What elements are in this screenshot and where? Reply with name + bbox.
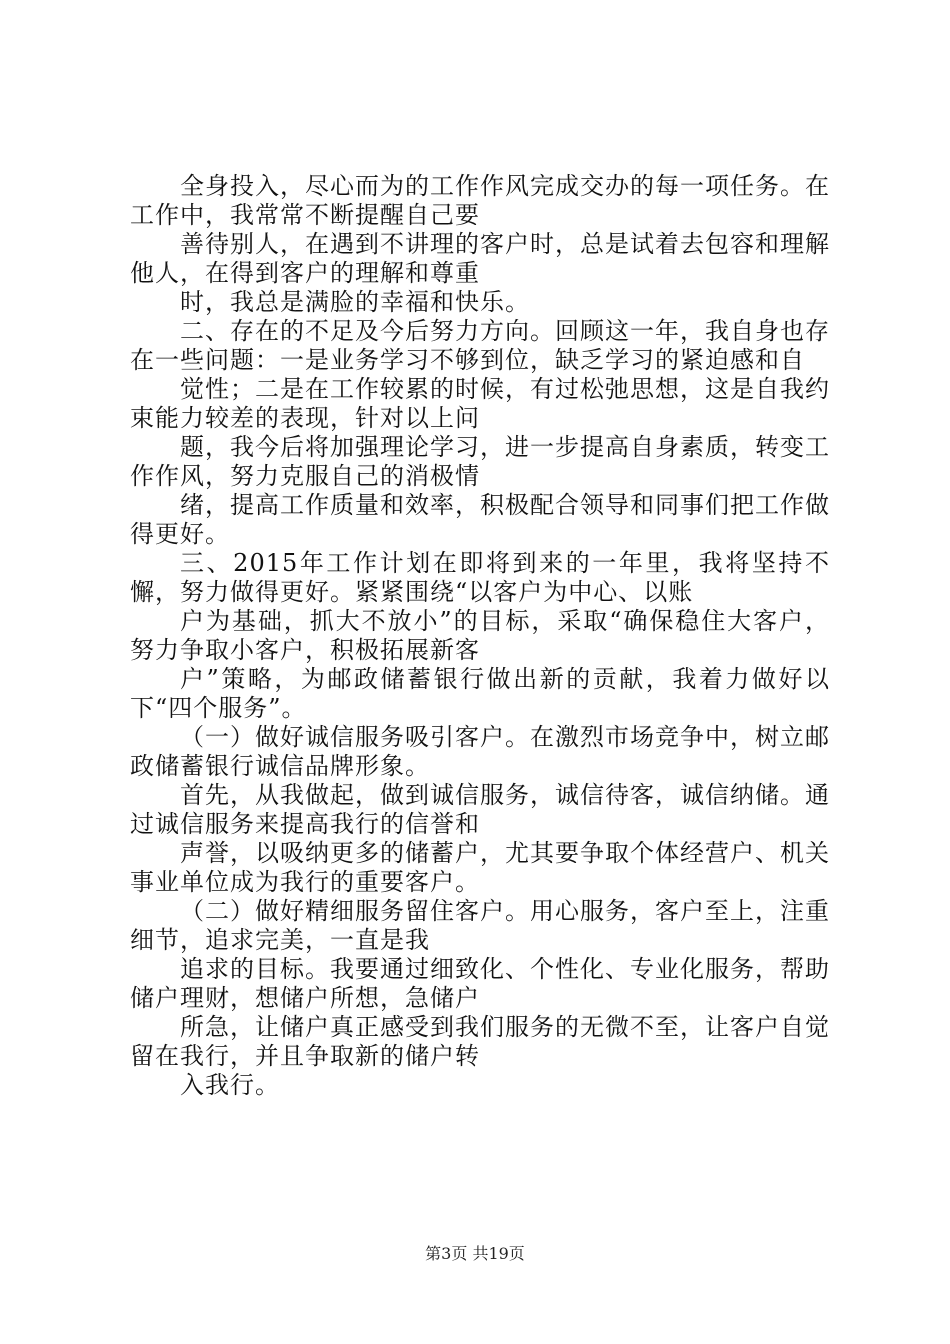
paragraph: 所急，让储户真正感受到我们服务的无微不至，让客户自觉留在我行，并且争取新的储户转 [130, 1013, 830, 1070]
paragraph: 题，我今后将加强理论学习，进一步提高自身素质，转变工作作风，努力克服自己的消极情 [130, 433, 830, 490]
paragraph: 追求的目标。我要通过细致化、个性化、专业化服务，帮助储户理财，想储户所想，急储户 [130, 955, 830, 1012]
paragraph: 声誉，以吸纳更多的储蓄户，尤其要争取个体经营户、机关事业单位成为我行的重要客户。 [130, 839, 830, 896]
paragraph: 三、2015年工作计划在即将到来的一年里，我将坚持不懈，努力做得更好。紧紧围绕“以客户为中心、以账 [130, 549, 830, 606]
paragraph: 户”策略，为邮政储蓄银行做出新的贡献，我着力做好以下“四个服务”。 [130, 665, 830, 722]
page-footer: 第3页 共19页 [425, 1244, 525, 1263]
paragraph: 入我行。 [180, 1071, 280, 1099]
paragraph: 觉性；二是在工作较累的时候，有过松弛思想，这是自我约束能力较差的表现，针对以上问 [130, 375, 830, 432]
paragraph: 二、存在的不足及今后努力方向。回顾这一年，我自身也存在一些问题：一是业务学习不够到位，缺乏学习的紧迫感和自 [130, 317, 830, 374]
paragraph: 首先，从我做起，做到诚信服务，诚信待客，诚信纳储。通过诚信服务来提高我行的信誉和 [130, 781, 830, 838]
paragraph: 善待别人，在遇到不讲理的客户时，总是试着去包容和理解他人，在得到客户的理解和尊重 [130, 230, 830, 287]
paragraph: 绪，提高工作质量和效率，积极配合领导和同事们把工作做得更好。 [130, 491, 830, 548]
paragraph: 户为基础，抓大不放小”的目标，采取“确保稳住大客户，努力争取小客户，积极拓展新客 [130, 607, 830, 664]
paragraph: （二）做好精细服务留住客户。用心服务，客户至上，注重细节，追求完美，一直是我 [130, 897, 830, 954]
paragraph: （一）做好诚信服务吸引客户。在激烈市场竞争中，树立邮政储蓄银行诚信品牌形象。 [130, 723, 830, 780]
document-body [130, 172, 830, 1100]
paragraph: 时，我总是满脸的幸福和快乐。 [180, 288, 530, 316]
paragraph: 全身投入，尽心而为的工作作风完成交办的每一项任务。在工作中，我常常不断提醒自己要 [130, 172, 830, 229]
